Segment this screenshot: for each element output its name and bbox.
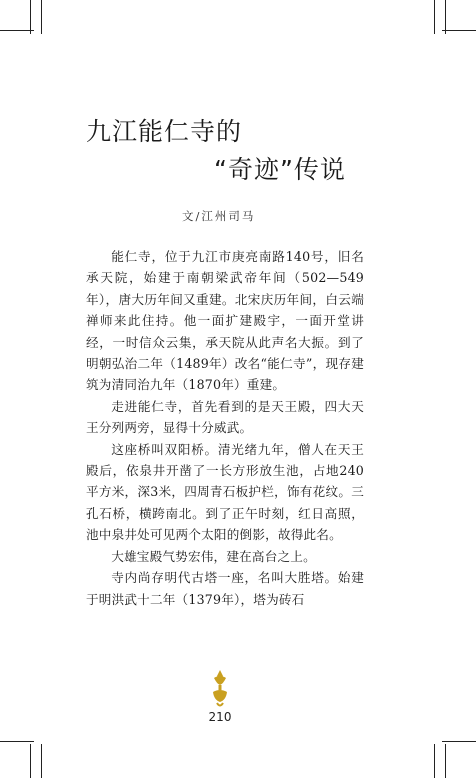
article-body <box>86 246 364 610</box>
crop-mark <box>0 30 34 31</box>
paragraph: 大雄宝殿气势宏伟，建在高台之上。 <box>111 548 316 564</box>
crop-mark <box>41 744 42 778</box>
page-number: 210 <box>208 710 232 724</box>
paragraph: 寺内尚存明代古塔一座，名叫大胜塔。始建于明洪武十二年（1379年），塔为砖石 <box>86 570 364 607</box>
crop-mark <box>445 0 446 34</box>
paragraph: 能仁寺，位于九江市庚亮南路140号，旧名承天院，始建于南朝梁武帝年间（502—549年），唐大历年间又重建。北宋庆历年间，白云端禅师来此住持。他一面扩建殿宇，一面开堂讲经，一时信众云集，承天院从此声名大振。到了明朝弘治二年（1489年）改名“能仁寺”，现存建筑为清同治九年（1870年）重建。 <box>86 249 364 393</box>
article-title-line-2: “奇迹”传说 <box>214 155 346 184</box>
article-byline: 文/江州司马 <box>182 209 256 223</box>
crop-mark <box>30 744 31 778</box>
crop-mark <box>41 0 42 34</box>
article-title-line-1: 九江能仁寺的 <box>86 117 243 146</box>
crop-mark <box>442 741 476 742</box>
crop-mark <box>0 741 34 742</box>
crop-mark <box>442 30 476 31</box>
lotus-ornament-icon <box>211 668 229 710</box>
crop-mark <box>445 744 446 778</box>
crop-mark <box>434 0 435 34</box>
crop-mark <box>30 0 31 34</box>
crop-mark <box>434 744 435 778</box>
paragraph: 这座桥叫双阳桥。清光绪九年，僧人在天王殿后，依泉井开凿了一长方形放生池，占地240平方米，深3米，四周青石板护栏，饰有花纹。三孔石桥，横跨南北。到了正午时刻，红日高照，池中泉井处可见两个太阳的倒影，故得此名。 <box>86 441 364 543</box>
paragraph: 走进能仁寺，首先看到的是天王殿，四大天王分列两旁，显得十分威武。 <box>86 398 364 436</box>
